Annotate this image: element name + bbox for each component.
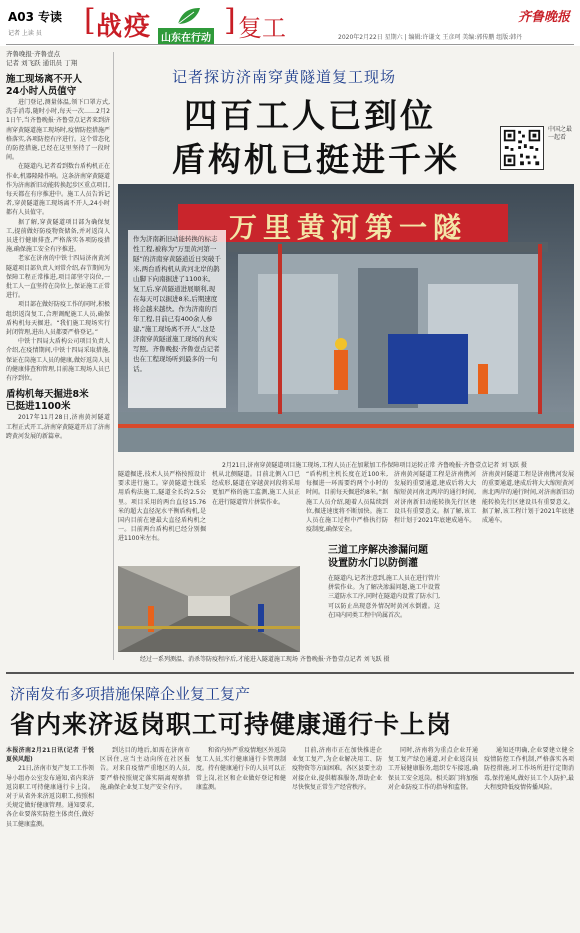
left-column bbox=[6, 50, 110, 662]
paragraph: 济南黄河隧道工程是济南携河发展的重要通道,建成后将大大缩短黄河南北两岸的通行时间,对济南新旧动能转换先行区建设具有重要意义。据了解,该工程计划于2021年底建成通车。 bbox=[482, 471, 574, 525]
subheading-1-line-2: 24小时人员值守 bbox=[6, 86, 77, 97]
issue-meta: 2020年2月22日 星期六 | 编辑:许谦文 王彦珂 美编:郭传鹏 组版:韩丹 bbox=[338, 34, 523, 41]
bottom-headline: 省内来济返岗职工可持健康通行卡上岗 bbox=[10, 710, 453, 739]
paragraph: 到达目的地后,如需在济南市区居住,应当主动向所在社区报告。对来自疫情严重地区的人员,要严格按照规定落实隔离观察措施,确保企业复工复产安全有序。 bbox=[100, 747, 190, 791]
bottom-column-3 bbox=[196, 746, 286, 928]
paragraph: 济南黄河隧道工程是济南携河发展的重要通道,建成后将大大缩短黄河南北两岸的通行时间,对济南新旧动能转换先行区建设具有重要意义。据了解,该工程计划于2021年底建成通车。 bbox=[394, 471, 476, 525]
paragraph: 老家在济南的中铁十四局济南黄河隧道项目部负责人刘常介绍,春节期间为保障工程正常推进,项目部坚守岗位,一批工人一直坚持在岗位上,保证施工正常进行。 bbox=[6, 255, 110, 300]
section-divider bbox=[6, 672, 574, 674]
topic-title: 复工 bbox=[238, 14, 286, 42]
masthead bbox=[0, 0, 580, 46]
paragraph: 通知还明确,企业要建立健全疫情防控工作机制,严格落实各项防控措施,对工作场所进行定期消毒,保持通风,做好员工个人防护,最大程度降低疫情传播风险。 bbox=[484, 747, 574, 791]
qr-code-icon[interactable] bbox=[500, 126, 544, 170]
bottom-kicker: 济南发布多项措施保障企业复工复产 bbox=[10, 685, 251, 703]
brand-bracket-right: ] bbox=[224, 3, 236, 38]
paragraph: 机从北侧隧道。目前北侧入口已经成形,隧道在穿越黄河段将采用更加严格的施工监测,施工人员正在进行隧道管片拼装作业。 bbox=[212, 471, 300, 506]
story-column-5 bbox=[328, 574, 440, 658]
main-headline-line-1: 四百工人已到位 bbox=[184, 96, 436, 135]
paragraph: 21日,济南市复产复工工作领导小组办公室发布通知,省内来济返岗职工可持健康通行卡上岗。对于从省外来济返岗职工,按照相关规定做好健康管理。通知要求,各企业要落实防控主体责任,做好员工健康监测。 bbox=[6, 765, 94, 828]
brand-logo bbox=[84, 4, 234, 42]
byline-source: 齐鲁晚报·齐鲁壹点 bbox=[6, 50, 61, 58]
column-divider bbox=[113, 52, 114, 660]
bottom-column-2 bbox=[100, 746, 190, 928]
paragraph: 同时,济南将为重点企业开通复工复产绿色通道,对企业返岗员工开展健康服务,组织专车接返,确保员工安全返岗。相关部门将加强对企业防疫工作的指导和监督。 bbox=[388, 747, 478, 791]
main-headline-line-2: 盾构机已挺进千米 bbox=[172, 140, 460, 179]
paragraph: “盾构机主机长度在近100米,每掘进一环需要约两个小时的时间。目前每天掘进约8米。”据施工人员介绍,随着人员陆续到位,掘进速度将不断加快。施工人员在施工过程中严格执行防疫制度,确保安全。 bbox=[306, 471, 388, 534]
small-photo bbox=[118, 566, 300, 652]
paragraph: 在隧道内,记者注意到,施工人员在进行管片拼装作业。为了解决渗漏问题,施工中设置三道防水工序,同时在隧道内设置了防水门,可以防止出现意外情况时黄河水倒灌。这在国内同类工程中尚属首次。 bbox=[328, 575, 440, 619]
page-number-text: A03 bbox=[8, 10, 34, 24]
brand-title: 战疫 bbox=[96, 12, 153, 42]
subheading-2-line-1: 盾构机每天掘进8米 bbox=[6, 389, 89, 401]
section-name: 专读 bbox=[38, 10, 63, 24]
paragraph: 2017年11月28日,济南黄河隧道工程正式开工,济南穿黄隧道开启了济南跨黄河发展的新篇章。 bbox=[6, 414, 110, 440]
main-kicker: 记者探访济南穿黄隧道复工现场 bbox=[172, 68, 397, 86]
paragraph: 进门登记,测量体温,领下口罩方式,洗手消毒,随时小时,每天一次……2月21日午,当齐鲁晚报·齐鲁壹点记者来到济南穿黄隧道施工现场时,疫情防控措施严格落实,各项防控有序进行。这个常态化的防控措施,已经在这里坚持了一段时间。 bbox=[6, 99, 110, 162]
photo-overlay-text: 作为济南新旧动能转换的标志性工程,被称为“万里黄河第一隧”的济南穿黄隧道近日突破千米,两台盾构机从黄河北岸的鹊山脚下向南掘进了1100米。复工后,穿黄隧道进展顺利,现在每天可以掘进8米,后期速度将会越来越快。作为济南的百年工程,目前已有400余人参建,“施工现场离不开人”,这是济南穿黄隧道施工现场的真实写照。齐鲁晚报·齐鲁壹点记者也在工程现场听到最多的一句话。 bbox=[128, 230, 226, 408]
paragraph: 目前,济南市正在加快推进企业复工复产,为企业解决用工、防疫物资等方面困难。各区县要主动对接企业,提供精准服务,帮助企业尽快恢复正常生产经营秩序。 bbox=[292, 747, 382, 791]
paragraph: 项目部在做好防疫工作的同时,积极组织返岗复工,合理调配施工人员,确保盾构机每天掘进。“我们施工现场实行封闭管理,进出人员都要严格登记。” bbox=[6, 301, 110, 337]
tunnel-corridor-illustration bbox=[118, 566, 300, 652]
story-column-6 bbox=[482, 470, 574, 656]
brand-bracket-left: [ bbox=[84, 3, 96, 38]
page-number bbox=[8, 8, 62, 25]
top-divider bbox=[6, 44, 574, 45]
bottom-column-4 bbox=[292, 746, 382, 928]
byline-reporters: 记者 刘飞跃 通讯员 丁翔 bbox=[6, 59, 78, 67]
story-column-4 bbox=[306, 470, 388, 542]
bottom-column-1 bbox=[6, 746, 94, 928]
small-photo-caption: 经过一系列测温、消杀等防疫程序后,才能进入隧道施工现场 齐鲁晚报·齐鲁壹点记者 刘飞跃 摄 bbox=[140, 656, 390, 663]
story-column-5b bbox=[394, 470, 476, 542]
subheading-right-line-1: 三道工序解决渗漏问题 bbox=[328, 545, 428, 556]
paragraph: 在隧道内,记者看到数台盾构机正在作业,机器隆隆作响。这条济南穿黄隧道作为济南新旧动能转换起步区重点项目,每天都在有序推进中。施工人员告诉记者,穿黄隧道施工现场离不开人,24小时都有人员值守。 bbox=[6, 163, 110, 217]
subheading-1-line-1: 施工现场离不开人 bbox=[6, 74, 83, 85]
subheading-2 bbox=[6, 389, 110, 413]
main-photo-caption: 2月21日,济南穿黄隧道项目施工现场,工程人员正在加紧加工作保障项目运转正常 齐鲁晚报·齐鲁壹点记者 刘飞跃 摄 bbox=[222, 462, 527, 469]
bottom-byline: 本报济南2月21日讯(记者 于悦 夏侯风超) bbox=[6, 747, 94, 764]
paragraph: 隧道掘进,技术人员严格按照设计要求进行施工。穿黄隧道主线采用盾构法施工,隧道全长约2.5公里。项目采用的两台直径15.76米的超大直径泥水平衡盾构机,是国内目前在建最大直径盾构机之一。目前两台盾构机已经分别掘进1100米左右。 bbox=[118, 471, 206, 543]
subheading-1 bbox=[6, 74, 110, 98]
leaf-icon bbox=[176, 6, 202, 26]
paragraph: 据了解,穿黄隧道项目部为确保复工,提前做好防疫物资储备,并对返岗人员进行健康排查,严格落实各项防疫措施,确保施工安全有序推进。 bbox=[6, 218, 110, 254]
subheading-2-line-2: 已挺进1100米 bbox=[6, 401, 71, 413]
subheading-right bbox=[328, 544, 440, 570]
brand-tag: 山东在行动 bbox=[158, 28, 214, 45]
banner-text: 万里黄河第一隧 bbox=[228, 211, 467, 244]
bottom-column-5 bbox=[388, 746, 478, 928]
paragraph: 和省内外严重疫情地区外返岗复工人员,实行健康通行卡管理制度。持有健康通行卡的人员可以正常上岗,社区和企业做好登记和健康监测。 bbox=[196, 747, 286, 791]
bottom-column-6 bbox=[484, 746, 574, 928]
qr-label: 中国之最一起看 bbox=[548, 126, 573, 141]
paper-logo: 齐鲁晚报 bbox=[517, 10, 570, 25]
paragraph: 中铁十四局大盾构公司项目负责人介绍,在疫情期间,中铁十四局采取措施,保证在岗施工人员的健康,做好返岗人员的健康排查和管理,目前施工现场人员已有序到位。 bbox=[6, 338, 110, 383]
subheading-right-line-2: 设置防水门以防倒灌 bbox=[328, 558, 418, 569]
editors-line: 记者 上读 员 bbox=[8, 30, 42, 37]
